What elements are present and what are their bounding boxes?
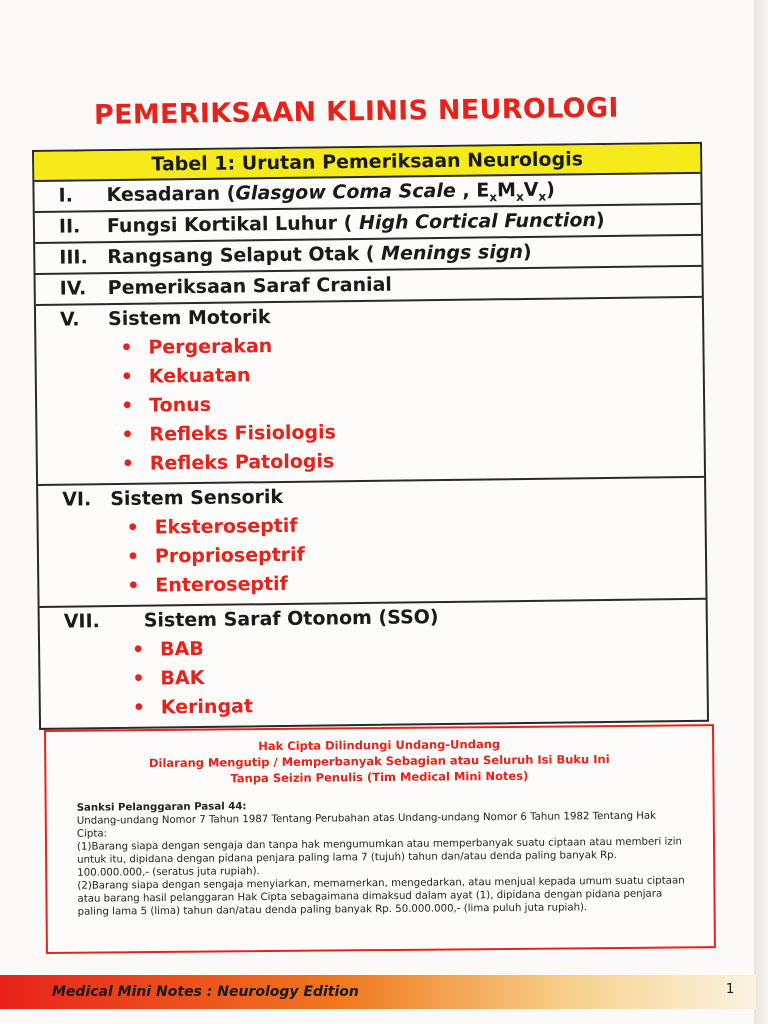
notice-heading: Tanpa Seizin Penulis (Tim Medical Mini Notes) bbox=[230, 768, 529, 786]
row-label-extra: M bbox=[496, 179, 517, 202]
list-item-label: Keringat bbox=[160, 695, 254, 719]
page-number: 1 bbox=[726, 982, 735, 997]
row-label: Sistem Sensorik bbox=[110, 485, 284, 511]
row-number: III. bbox=[59, 246, 88, 269]
page-title: PEMERIKSAAN KLINIS NEUROLOGI bbox=[93, 92, 619, 131]
table-heading: Tabel 1: Urutan Pemeriksaan Neurologis bbox=[34, 144, 700, 182]
list-item-label: Pergerakan bbox=[148, 335, 273, 359]
row-label: Fungsi Kortikal Luhur ( bbox=[106, 212, 360, 238]
table-row bbox=[36, 298, 704, 486]
bullet-icon: • bbox=[126, 545, 140, 568]
row-label: Rangsang Selaput Otak ( bbox=[107, 242, 382, 269]
row-label: Pemeriksaan Saraf Cranial bbox=[107, 273, 393, 300]
row-number: I. bbox=[58, 184, 73, 207]
row-label-extra: ) bbox=[595, 209, 605, 232]
law-point-1: (1)Barang siapa dengan sengaja dan tanpa hak mengumumkan atau memperbanyak suatu ciptaan atau memberi izin untuk itu, dipidana dengan pidana penjara paling lama 7 (tujuh) tahun dan/atau denda paling banyak Rp. 100.000.000,- (seratus juta rupiah). bbox=[76, 836, 683, 879]
bullet-icon: • bbox=[120, 394, 134, 417]
notice-heading: Hak Cipta Dilindungi Undang-Undang bbox=[258, 737, 501, 754]
row-italic-term: High Cortical Function bbox=[358, 209, 597, 235]
list-item-label: Eksteroseptif bbox=[154, 514, 298, 539]
bullet-icon: • bbox=[132, 667, 145, 690]
list-item-label: Refleks Patologis bbox=[149, 450, 335, 475]
sanksi-title: Sanksi Pelanggaran Pasal 44: bbox=[76, 801, 247, 814]
row-number: IV. bbox=[59, 277, 87, 300]
list-item-label: Tonus bbox=[148, 393, 212, 417]
row-label-extra: , E bbox=[455, 179, 490, 202]
row-label: Sistem Motorik bbox=[107, 306, 271, 331]
bullet-icon: • bbox=[121, 423, 134, 446]
list-item bbox=[127, 565, 705, 601]
list-item bbox=[122, 443, 704, 479]
list-item-label: Proprioseptrif bbox=[154, 543, 306, 568]
bullet-icon: • bbox=[132, 696, 146, 719]
notice-heading: Dilarang Mengutip / Memperbanyak Sebagian atau Seluruh Isi Buku Ini bbox=[148, 752, 610, 771]
bullet-icon: • bbox=[120, 365, 134, 388]
table-row bbox=[40, 600, 707, 728]
footer-title: Medical Mini Notes : Neurology Edition bbox=[52, 984, 359, 1000]
bullet-icon: • bbox=[131, 638, 145, 661]
row-number: VII. bbox=[63, 610, 100, 633]
copyright-notice bbox=[44, 724, 716, 954]
subscript: x bbox=[515, 189, 524, 204]
table-row bbox=[38, 478, 705, 608]
law-point-2: (2)Barang siapa dengan sengaja menyiarkan, memamerkan, mengedarkan, atau menjual kepada umum suatu ciptaan atau barang hasil pelanggaran Hak Cipta sebagaimana dimaksud dalam ayat (1), dipidana dengan pidana penjara paling lama 5 (lima) tahun dan/atau denda paling banyak Rp. 50.000.000,- (lima puluh juta rupiah). bbox=[77, 875, 685, 918]
bullet-icon: • bbox=[120, 336, 133, 359]
subscript: x bbox=[489, 190, 498, 205]
list-item-label: Enteroseptif bbox=[155, 572, 289, 597]
bullet-icon: • bbox=[127, 574, 140, 597]
examination-table bbox=[32, 142, 709, 730]
list-item bbox=[133, 687, 707, 723]
row-number: II. bbox=[58, 215, 81, 238]
row-label-extra: V bbox=[523, 178, 539, 201]
row-label-extra: ) bbox=[546, 178, 555, 201]
list-item-label: BAB bbox=[159, 637, 204, 661]
row-label-extra: ) bbox=[522, 240, 532, 264]
row-label: Sistem Saraf Otonom (SSO) bbox=[143, 606, 439, 632]
list-item-label: Kekuatan bbox=[148, 364, 251, 388]
row-number: VI. bbox=[62, 488, 92, 511]
row-label: Kesadaran ( bbox=[106, 182, 236, 207]
row-italic-term: Glasgow Coma Scale bbox=[235, 179, 456, 205]
bullet-icon: • bbox=[121, 452, 135, 475]
page-edge bbox=[754, 0, 768, 1024]
law-reference: Undang-undang Nomor 7 Tahun 1987 Tentang Perubahan atas Undang-undang Nomor 6 Tahun 1982 Tentang Hak Cipta: bbox=[76, 810, 657, 840]
notice-body bbox=[77, 796, 688, 918]
row-italic-term: Menings sign bbox=[380, 241, 524, 265]
row-number: V. bbox=[59, 308, 80, 331]
bullet-icon: • bbox=[126, 516, 139, 539]
subscript: x bbox=[538, 189, 547, 204]
list-item-label: BAK bbox=[160, 666, 205, 690]
list-item-label: Refleks Fisiologis bbox=[149, 421, 337, 446]
